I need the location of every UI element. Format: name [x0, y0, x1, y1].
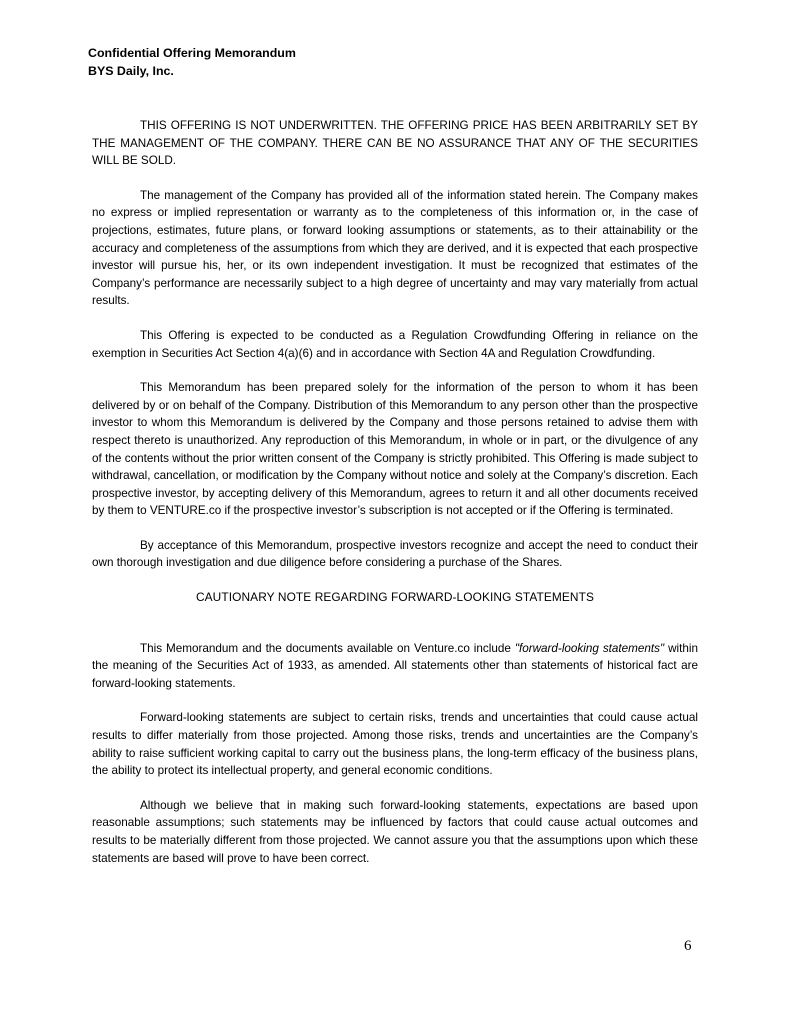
document-body: [92, 117, 698, 884]
paragraph-management-info: The management of the Company has provided all of the information stated herein. The Company makes no express or implied representation or warranty as to the completeness of this information or, in the case of projections, estimates, future plans, or forward looking assumptions or statements, as to their attainability or the accuracy and completeness of the assumptions from which they are derived, and it is expected that each prospective investor will pursue his, her, or its own independent investigation. It must be recognized that estimates of the Company’s performance are necessarily subject to a high degree of uncertainty and may vary materially from actual results.: [92, 188, 698, 308]
header-company: BYS Daily, Inc.: [88, 64, 174, 78]
paragraph-assumptions: Although we believe that in making such forward-looking statements, expectations are based upon reasonable assumptions; such statements may be influenced by factors that could cause actual outcomes and results to be materially different from those projected. We cannot assure you that the assumptions upon which these statements are based will prove to have been correct.: [92, 798, 698, 865]
document-header: [88, 44, 488, 80]
paragraph-text: This Memorandum and the documents available on Venture.co include: [140, 641, 515, 655]
paragraph-acceptance: By acceptance of this Memorandum, prospective investors recognize and accept the need to conduct their own thorough investigation and due diligence before considering a purchase of the Shares.: [92, 538, 698, 570]
paragraph-memorandum-distribution: This Memorandum has been prepared solely for the information of the person to whom it has been delivered by or on behalf of the Company. Distribution of this Memorandum to any person other than the prospective investor to whom this Memorandum is delivered by the Company and those persons retained to advise them with respect thereto is unauthorized. Any reproduction of this Memorandum, in whole or in part, or the divulgence of any of the contents without the prior written consent of the Company is strictly prohibited. This Offering is made subject to withdrawal, cancellation, or modification by the Company without notice and solely at the Company’s discretion. Each prospective investor, by accepting delivery of this Memorandum, agrees to return it and all other documents received by them to VENTURE.co if the prospective investor’s subscription is not accepted or if the Offering is terminated.: [92, 381, 698, 518]
paragraph-not-underwritten: THIS OFFERING IS NOT UNDERWRITTEN. THE OFFERING PRICE HAS BEEN ARBITRARILY SET BY THE MANAGEMENT OF THE COMPANY. THERE CAN BE NO ASSURANCE THAT ANY OF THE SECURITIES WILL BE SOLD.: [92, 119, 698, 168]
paragraph-forward-looking-intro: [92, 640, 698, 693]
header-title: Confidential Offering Memorandum: [88, 46, 296, 60]
paragraph-regulation-crowdfunding: This Offering is expected to be conducted as a Regulation Crowdfunding Offering in reliance on the exemption in Securities Act Section 4(a)(6) and in accordance with Section 4A and Regulation Crowdfunding.: [92, 328, 698, 360]
paragraph-text: within the meaning of the Securities Act of 1933, as amended. All statements other than statements of historical fact are forward-looking statements.: [92, 641, 698, 690]
italic-term: "forward-looking statements": [514, 641, 665, 655]
section-heading: CAUTIONARY NOTE REGARDING FORWARD-LOOKING STATEMENTS: [195, 590, 595, 605]
paragraph-risks: Forward-looking statements are subject to certain risks, trends and uncertainties that could cause actual results to differ materially from those projected. Among those risks, trends and uncertainties are the Company’s ability to raise sufficient working capital to carry out the business plans, the long-term efficacy of the business plans, the ability to protect its intellectual property, and general economic conditions.: [92, 711, 698, 778]
page-number: 6: [684, 938, 692, 954]
